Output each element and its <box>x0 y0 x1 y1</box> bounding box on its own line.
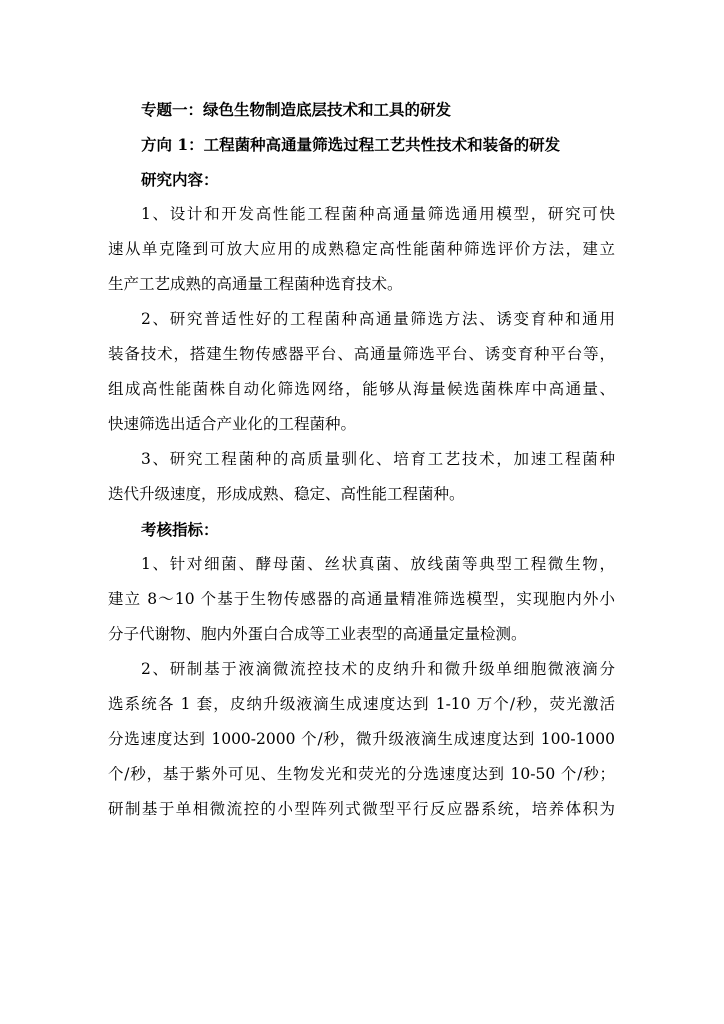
research-item-2 <box>108 302 615 442</box>
paragraph-line: 生产工艺成熟的高通量工程菌种选育技术。 <box>108 275 403 293</box>
paragraph-line: 个/秒，基于紫外可见、生物发光和荧光的分选速度达到 10-50 个/秒； <box>108 765 615 783</box>
paragraph-line: 选系统各 1 套，皮纳升级液滴生成速度达到 1-10 万个/秒，荧光激活 <box>108 695 615 713</box>
paragraph-line: 装备技术，搭建生物传感器平台、高通量筛选平台、诱变育种平台等， <box>108 345 615 363</box>
assessment-heading: 考核指标： <box>141 520 219 539</box>
paragraph-line: 研制基于单相微流控的小型阵列式微型平行反应器系统，培养体积为 <box>108 800 615 818</box>
paragraph-line: 1、针对细菌、酵母菌、丝状真菌、放线菌等典型工程微生物， <box>141 555 615 573</box>
document-body <box>108 92 615 827</box>
direction-title: 方向 1：工程菌种高通量筛选过程工艺共性技术和装备的研发 <box>141 135 561 154</box>
assessment-item-2 <box>108 652 615 827</box>
paragraph-line: 3、研究工程菌种的高质量驯化、培育工艺技术，加速工程菌种 <box>141 450 615 468</box>
paragraph-line: 2、研制基于液滴微流控技术的皮纳升和微升级单细胞微液滴分 <box>141 660 615 678</box>
research-item-1 <box>108 197 615 302</box>
paragraph-line: 1、设计和开发高性能工程菌种高通量筛选通用模型，研究可快 <box>141 205 615 223</box>
assessment-item-1 <box>108 547 615 652</box>
paragraph-line: 组成高性能菌株自动化筛选网络，能够从海量候选菌株库中高通量、 <box>108 380 615 398</box>
topic-title: 专题一：绿色生物制造底层技术和工具的研发 <box>141 100 452 119</box>
paragraph-line: 快速筛选出适合产业化的工程菌种。 <box>108 415 357 433</box>
paragraph-line: 迭代升级速度，形成成熟、稳定、高性能工程菌种。 <box>108 485 465 503</box>
research-heading: 研究内容： <box>141 170 219 189</box>
research-item-3 <box>108 442 615 512</box>
paragraph-line: 分选速度达到 1000-2000 个/秒，微升级液滴生成速度达到 100-1000 <box>108 730 615 748</box>
paragraph-line: 速从单克隆到可放大应用的成熟稳定高性能菌种筛选评价方法，建立 <box>108 240 615 258</box>
paragraph-line: 分子代谢物、胞内外蛋白合成等工业表型的高通量定量检测。 <box>108 625 527 643</box>
paragraph-line: 建立 8～10 个基于生物传感器的高通量精准筛选模型，实现胞内外小 <box>108 590 615 608</box>
paragraph-line: 2、研究普适性好的工程菌种高通量筛选方法、诱变育种和通用 <box>141 310 615 328</box>
